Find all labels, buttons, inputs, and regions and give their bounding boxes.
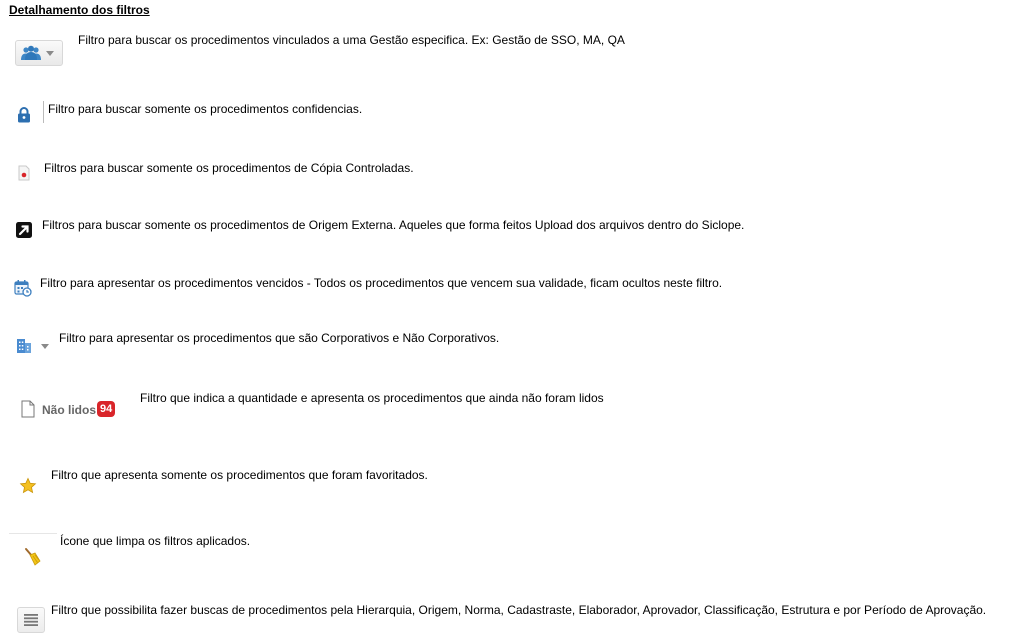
unread-count-badge: 94 <box>97 401 115 417</box>
management-group-icon <box>20 45 42 61</box>
star-icon[interactable] <box>19 477 37 495</box>
external-link-icon[interactable] <box>16 222 32 238</box>
building-icon[interactable] <box>16 336 32 354</box>
filter-description: Filtro para buscar os procedimentos vinculados a uma Gestão especifica. Ex: Gestão de SSO, MA, QA <box>78 33 625 47</box>
filter-row-gestao <box>0 33 1024 73</box>
list-icon <box>24 614 38 626</box>
filter-description: Filtro para apresentar os procedimentos vencidos - Todos os procedimentos que vencem sua validade, ficam ocultos neste filtro. <box>40 276 723 290</box>
calendar-expired-icon[interactable] <box>14 279 32 297</box>
divider <box>43 101 44 123</box>
nao-lidos-button[interactable] <box>18 399 122 421</box>
broom-icon[interactable] <box>23 547 43 567</box>
divider <box>9 533 57 534</box>
controlled-copy-icon[interactable] <box>18 165 30 181</box>
filter-description: Filtro para apresentar os procedimentos que são Corporativos e Não Corporativos. <box>59 331 500 345</box>
filter-description: Ícone que limpa os filtros aplicados. <box>60 534 251 548</box>
filter-row-nao-lidos <box>0 388 1024 428</box>
nao-lidos-label: Não lidos <box>42 403 97 417</box>
filter-description: Filtros para buscar somente os procedimentos de Origem Externa. Aqueles que forma feitos Upload dos arquivos dentro do Siclope. <box>42 218 745 232</box>
filter-row-vencidos <box>0 270 1024 310</box>
filter-description: Filtro que possibilita fazer buscas de procedimentos pela Hierarquia, Origem, Norma, Cadastraste, Elaborador, Aprovador, Classificação, Estrutura e por Período de Aprovação. <box>51 603 987 617</box>
filter-row-favoritos <box>0 466 1024 506</box>
filter-description: Filtros para buscar somente os procedimentos de Cópia Controladas. <box>44 161 414 175</box>
filter-description: Filtro que apresenta somente os procedimentos que foram favoritados. <box>51 468 428 482</box>
lock-icon[interactable] <box>17 106 31 123</box>
chevron-down-icon[interactable] <box>41 344 49 349</box>
filter-row-corporativo <box>0 328 1024 368</box>
filter-description: Filtro para buscar somente os procedimentos confidencias. <box>48 102 363 116</box>
filter-row-busca-avancada <box>0 600 1024 640</box>
gestao-filter-button[interactable] <box>15 40 63 66</box>
filter-row-confidencial <box>0 100 1024 140</box>
filter-description: Filtro que indica a quantidade e apresenta os procedimentos que ainda não foram lidos <box>140 391 604 405</box>
chevron-down-icon <box>46 51 54 56</box>
filter-row-copia-controlada <box>0 158 1024 198</box>
advanced-search-button[interactable] <box>17 607 45 633</box>
page-title: Detalhamento dos filtros <box>9 3 150 17</box>
filter-row-origem-externa <box>0 214 1024 254</box>
filter-row-limpar <box>0 533 1024 573</box>
document-icon <box>21 400 35 418</box>
